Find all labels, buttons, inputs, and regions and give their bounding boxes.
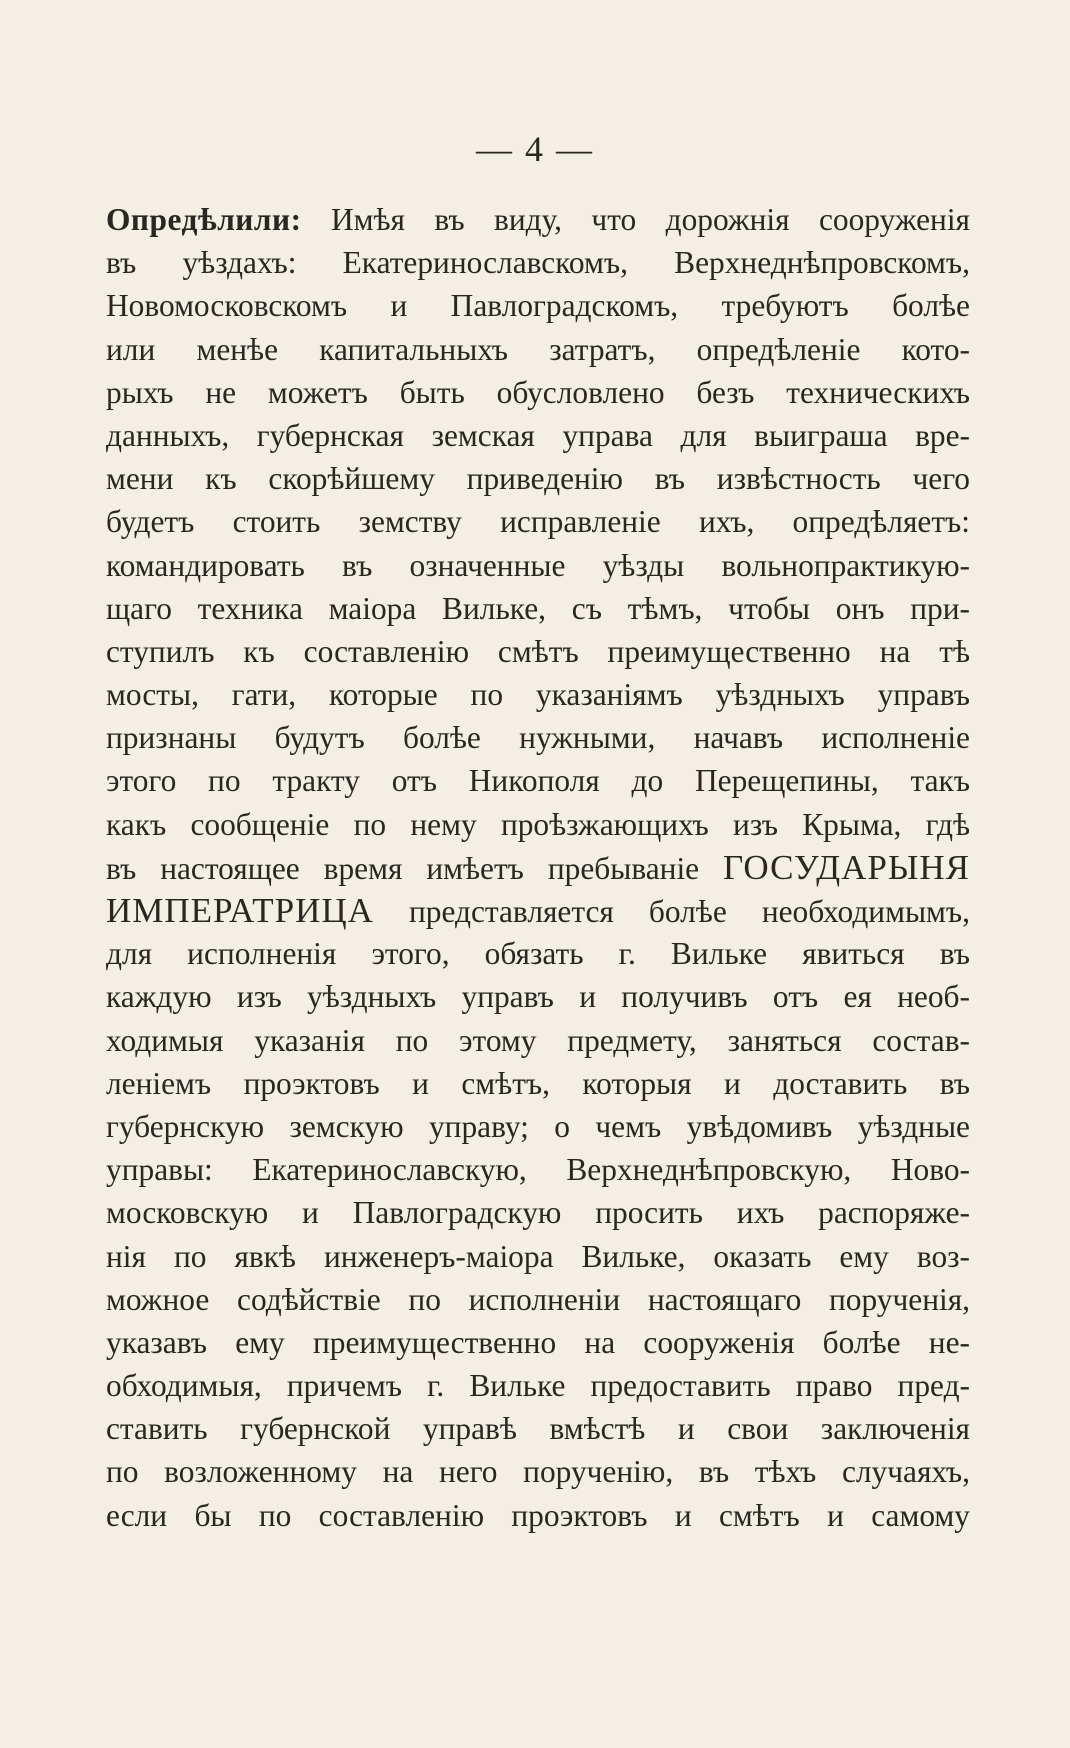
lead-word: Опредѣлили:: [106, 202, 302, 237]
text-line: данныхъ, губернская земская управа для выиграша вре-: [106, 417, 970, 453]
text-line: управы: Екатеринославскую, Верхнеднѣпровскую, Ново-: [106, 1152, 970, 1188]
text-line: нія по явкѣ инженеръ-маіора Вильке, оказать ему воз-: [106, 1238, 970, 1274]
text-line-content: представляется болѣе необходимымъ,: [408, 894, 970, 929]
text-line: можное содѣйствіе по исполненіи настоящаго порученія,: [106, 1281, 970, 1317]
text-line: признаны будутъ болѣе нужными, начавъ исполненіе: [106, 720, 970, 756]
text-line: будетъ стоить земству исправленіе ихъ, опредѣляетъ:: [106, 504, 970, 540]
text-line: командировать въ означенные уѣзды вольнопрактикую-: [106, 547, 970, 583]
text-line: какъ сообщеніе по нему проѣзжающихъ изъ Крыма, гдѣ: [106, 806, 970, 842]
text-line: щаго техника маіора Вильке, съ тѣмъ, чтобы онъ при-: [106, 590, 970, 626]
empress-title: ИМПЕРАТРИЦА: [106, 891, 374, 930]
text-line: каждую изъ уѣздныхъ управъ и получивъ отъ ея необ-: [106, 979, 970, 1015]
text-line: леніемъ проэктовъ и смѣтъ, которыя и доставить въ: [106, 1065, 970, 1101]
text-line: если бы по составленію проэктовъ и смѣтъ и самому: [106, 1497, 970, 1533]
text-line: [106, 889, 970, 932]
text-line: Новомосковскомъ и Павлоградскомъ, требуютъ болѣе: [106, 288, 970, 324]
text-line: ступилъ къ составленію смѣтъ преимущественно на тѣ: [106, 633, 970, 669]
text-line: мени къ скорѣйшему приведенію въ извѣстность чего: [106, 461, 970, 497]
text-line: въ уѣздахъ: Екатеринославскомъ, Верхнеднѣпровскомъ,: [106, 245, 970, 281]
text-line: указавъ ему преимущественно на сооруженія болѣе не-: [106, 1324, 970, 1360]
text-line: этого по тракту отъ Никополя до Перещепины, такъ: [106, 763, 970, 799]
text-line: по возложенному на него порученію, въ тѣхъ случаяхъ,: [106, 1454, 970, 1490]
text-line: [106, 846, 970, 889]
text-line: или менѣе капитальныхъ затратъ, опредѣленіе кото-: [106, 331, 970, 367]
text-line: ходимыя указанія по этому предмету, заняться состав-: [106, 1022, 970, 1058]
empress-title: ГОСУДАРЫНЯ: [723, 847, 970, 887]
text-line: ставить губернской управѣ вмѣстѣ и свои заключенія: [106, 1411, 970, 1447]
body-paragraph: [106, 198, 970, 1537]
text-line-content: въ настоящее время имѣетъ пребываніе: [106, 850, 700, 886]
text-line: [106, 198, 970, 241]
text-line: обходимыя, причемъ г. Вильке предоставить право пред-: [106, 1368, 970, 1404]
text-line-content: Имѣя въ виду, что дорожнія сооруженія: [330, 202, 970, 237]
page-number: — 4 —: [476, 129, 594, 169]
text-line: московскую и Павлоградскую просить ихъ распоряже-: [106, 1195, 970, 1231]
text-line: рыхъ не можетъ быть обусловлено безъ техническихъ: [106, 374, 970, 410]
text-line: для исполненія этого, обязать г. Вильке явиться въ: [106, 936, 970, 972]
text-line: губернскую земскую управу; о чемъ увѣдомивъ уѣздные: [106, 1108, 970, 1144]
text-line: мосты, гати, которые по указаніямъ уѣздныхъ управъ: [106, 677, 970, 713]
